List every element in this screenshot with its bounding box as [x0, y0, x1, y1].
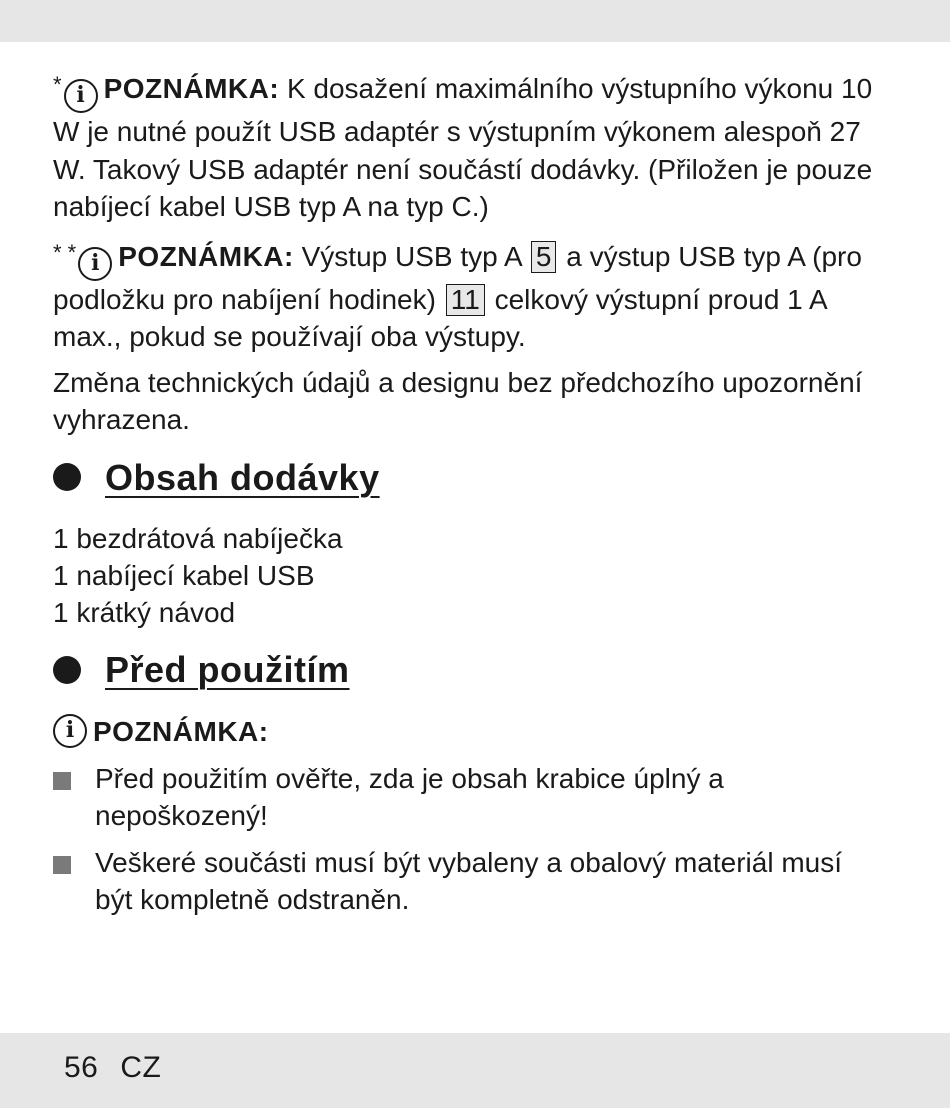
note-text-part: a výstup USB typ A (pro podložku pro nabíjení hodinek)	[53, 240, 862, 315]
note-label: POZNÁMKA:	[118, 240, 294, 272]
list-item	[53, 760, 873, 834]
note-label: POZNÁMKA:	[93, 715, 269, 747]
double-asterisk-marker: * *	[53, 239, 77, 265]
footer-bar	[0, 1033, 950, 1108]
list-item	[53, 844, 873, 918]
list-item: 1 nabíjecí kabel USB	[53, 560, 315, 591]
top-bar	[0, 0, 950, 42]
section-title: Obsah dodávky	[105, 456, 380, 498]
section-heading-before-use	[53, 651, 873, 689]
note-header	[53, 713, 873, 751]
note-text-part: celkový výstupní proud 1 A max., pokud se používají oba výstupy.	[53, 283, 827, 352]
checklist	[53, 760, 873, 918]
page-number: 56	[64, 1051, 99, 1084]
bullet-dot-icon	[53, 463, 81, 491]
square-bullet-icon	[53, 772, 71, 790]
info-icon: i	[64, 79, 98, 113]
reference-number: 5	[531, 241, 557, 273]
asterisk-marker: *	[53, 72, 62, 97]
bullet-dot-icon	[53, 656, 81, 684]
reference-number: 11	[446, 284, 485, 316]
note-1	[53, 66, 873, 226]
page-footer	[64, 1051, 183, 1085]
note-label: POZNÁMKA:	[103, 73, 280, 104]
section-heading-delivery	[53, 456, 873, 498]
section-title: Před použitím	[105, 649, 350, 690]
square-bullet-icon	[53, 856, 71, 874]
disclaimer: Změna technických údajů a designu bez předchozího upozornění vyhrazena.	[53, 366, 863, 435]
delivery-list	[53, 520, 873, 631]
list-item-text: Před použitím ověřte, zda je obsah krabice úplný a nepoškozený!	[95, 763, 724, 831]
list-item: 1 bezdrátová nabíječka	[53, 523, 343, 554]
info-icon: i	[53, 714, 87, 748]
list-item: 1 krátký návod	[53, 597, 236, 628]
note-text: K dosažení maximálního výstupního výkonu 10 W je nutné použít USB adaptér s výstupním výkonem alespoň 27 W. Takový USB adaptér není součástí dodávky. (Přiložen je pouze nabíjecí kabel USB typ A na typ C.)	[53, 73, 873, 222]
page-content	[53, 66, 873, 928]
list-item-text: Veškeré součásti musí být vybaleny a obalový materiál musí být kompletně odstraněn.	[95, 847, 843, 915]
note-2	[53, 234, 873, 356]
info-icon: i	[78, 247, 112, 281]
note-text-part: Výstup USB typ A	[301, 240, 522, 272]
language-code: CZ	[120, 1051, 162, 1084]
